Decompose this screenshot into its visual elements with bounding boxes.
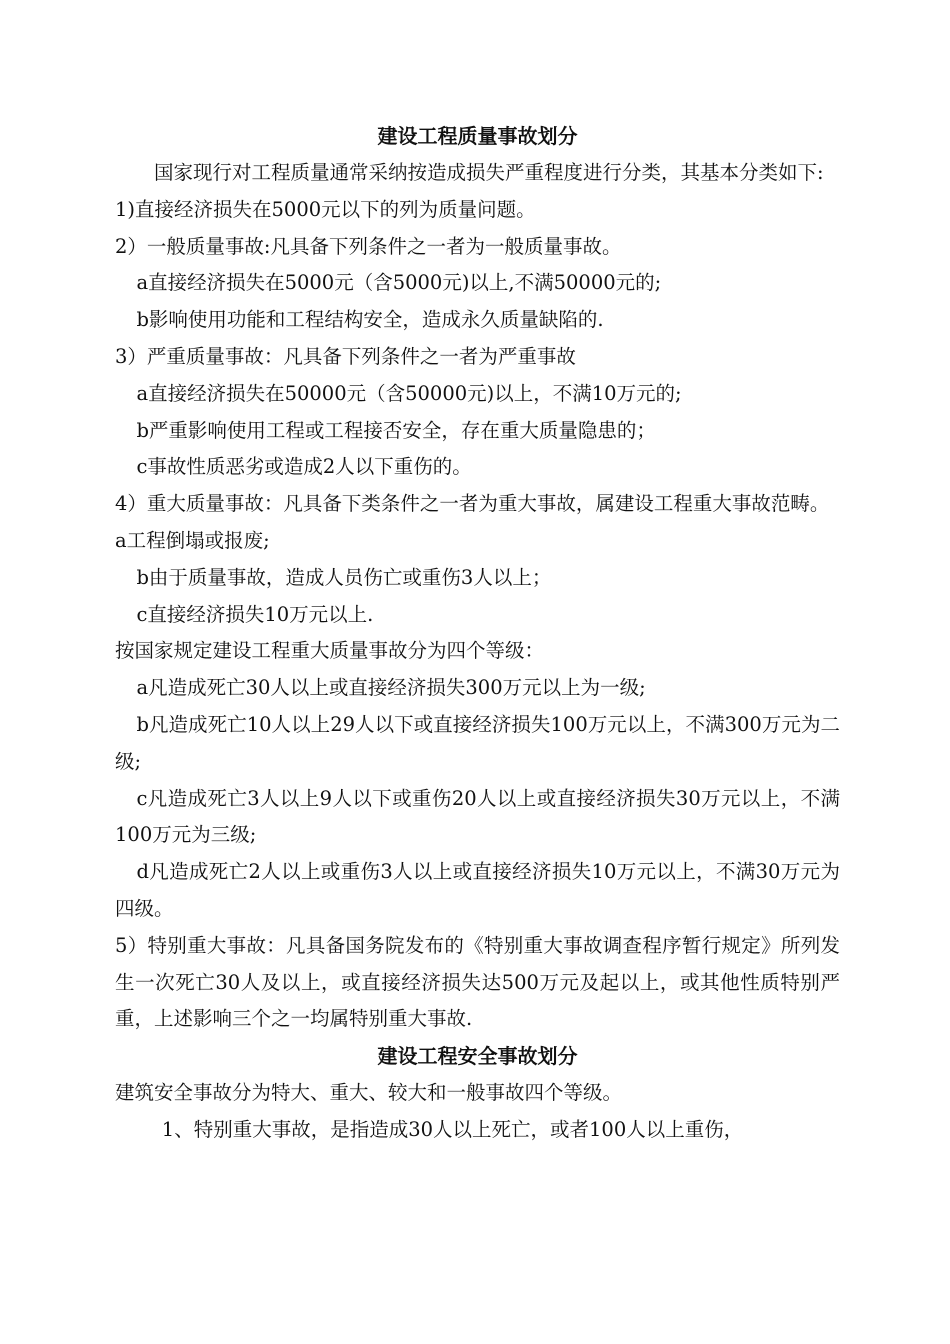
paragraph: 5）特别重大事故：凡具备国务院发布的《特别重大事故调查程序暂行规定》所列发生一次死亡30人及以上，或直接经济损失达500万元及起以上，或其他性质特别严重，上述影响三个之一均属特别重大事故. <box>115 933 840 1031</box>
paragraph: a直接经济损失在50000元（含50000元)以上，不满10万元的; <box>136 381 682 405</box>
paragraph: 国家现行对工程质量通常采纳按造成损失严重程度进行分类，其基本分类如下: <box>154 161 824 184</box>
paragraph: b由于质量事故，造成人员伤亡或重伤3人以上； <box>136 565 552 589</box>
paragraph: 1)直接经济损失在5000元以下的列为质量问题。 <box>115 197 536 221</box>
paragraph: a工程倒塌或报废; <box>115 528 270 552</box>
section-title-quality: 建设工程质量事故划分 <box>377 124 578 148</box>
paragraph: c直接经济损失10万元以上. <box>136 602 374 626</box>
section-safety-body <box>115 1075 840 1149</box>
paragraph: 1、特别重大事故，是指造成30人以上死亡，或者100人以上重伤， <box>161 1117 744 1141</box>
document-page <box>115 118 840 1149</box>
paragraph: 按国家规定建设工程重大质量事故分为四个等级： <box>115 639 545 663</box>
paragraph: 3）严重质量事故：凡具备下列条件之一者为严重事故 <box>115 344 576 368</box>
paragraph: c事故性质恶劣或造成2人以下重伤的。 <box>136 455 472 479</box>
paragraph: 建筑安全事故分为特大、重大、较大和一般事故四个等级。 <box>115 1081 623 1105</box>
section-title-safety: 建设工程安全事故划分 <box>377 1044 578 1069</box>
paragraph: b凡造成死亡10人以上29人以下或直接经济损失100万元以上，不满300万元为二级; <box>115 712 840 773</box>
paragraph: 4）重大质量事故：凡具备下类条件之一者为重大事故，属建设工程重大事故范畴。 <box>115 492 830 516</box>
paragraph: 2）一般质量事故:凡具备下列条件之一者为一般质量事故。 <box>115 234 622 258</box>
section-quality-body <box>115 155 840 1038</box>
paragraph: a凡造成死亡30人以上或直接经济损失300万元以上为一级; <box>136 676 646 700</box>
paragraph: b影响使用功能和工程结构安全，造成永久质量缺陷的. <box>136 308 604 332</box>
paragraph: c凡造成死亡3人以上9人以下或重伤20人以上或直接经济损失30万元以上，不满100万元为三级; <box>115 786 840 847</box>
paragraph: b严重影响使用工程或工程接否安全，存在重大质量隐患的； <box>136 418 656 442</box>
paragraph: a直接经济损失在5000元（含5000元)以上,不满50000元的; <box>136 271 662 295</box>
paragraph: d凡造成死亡2人以上或重伤3人以上或直接经济损失10万元以上，不满30万元为四级。 <box>115 860 840 920</box>
